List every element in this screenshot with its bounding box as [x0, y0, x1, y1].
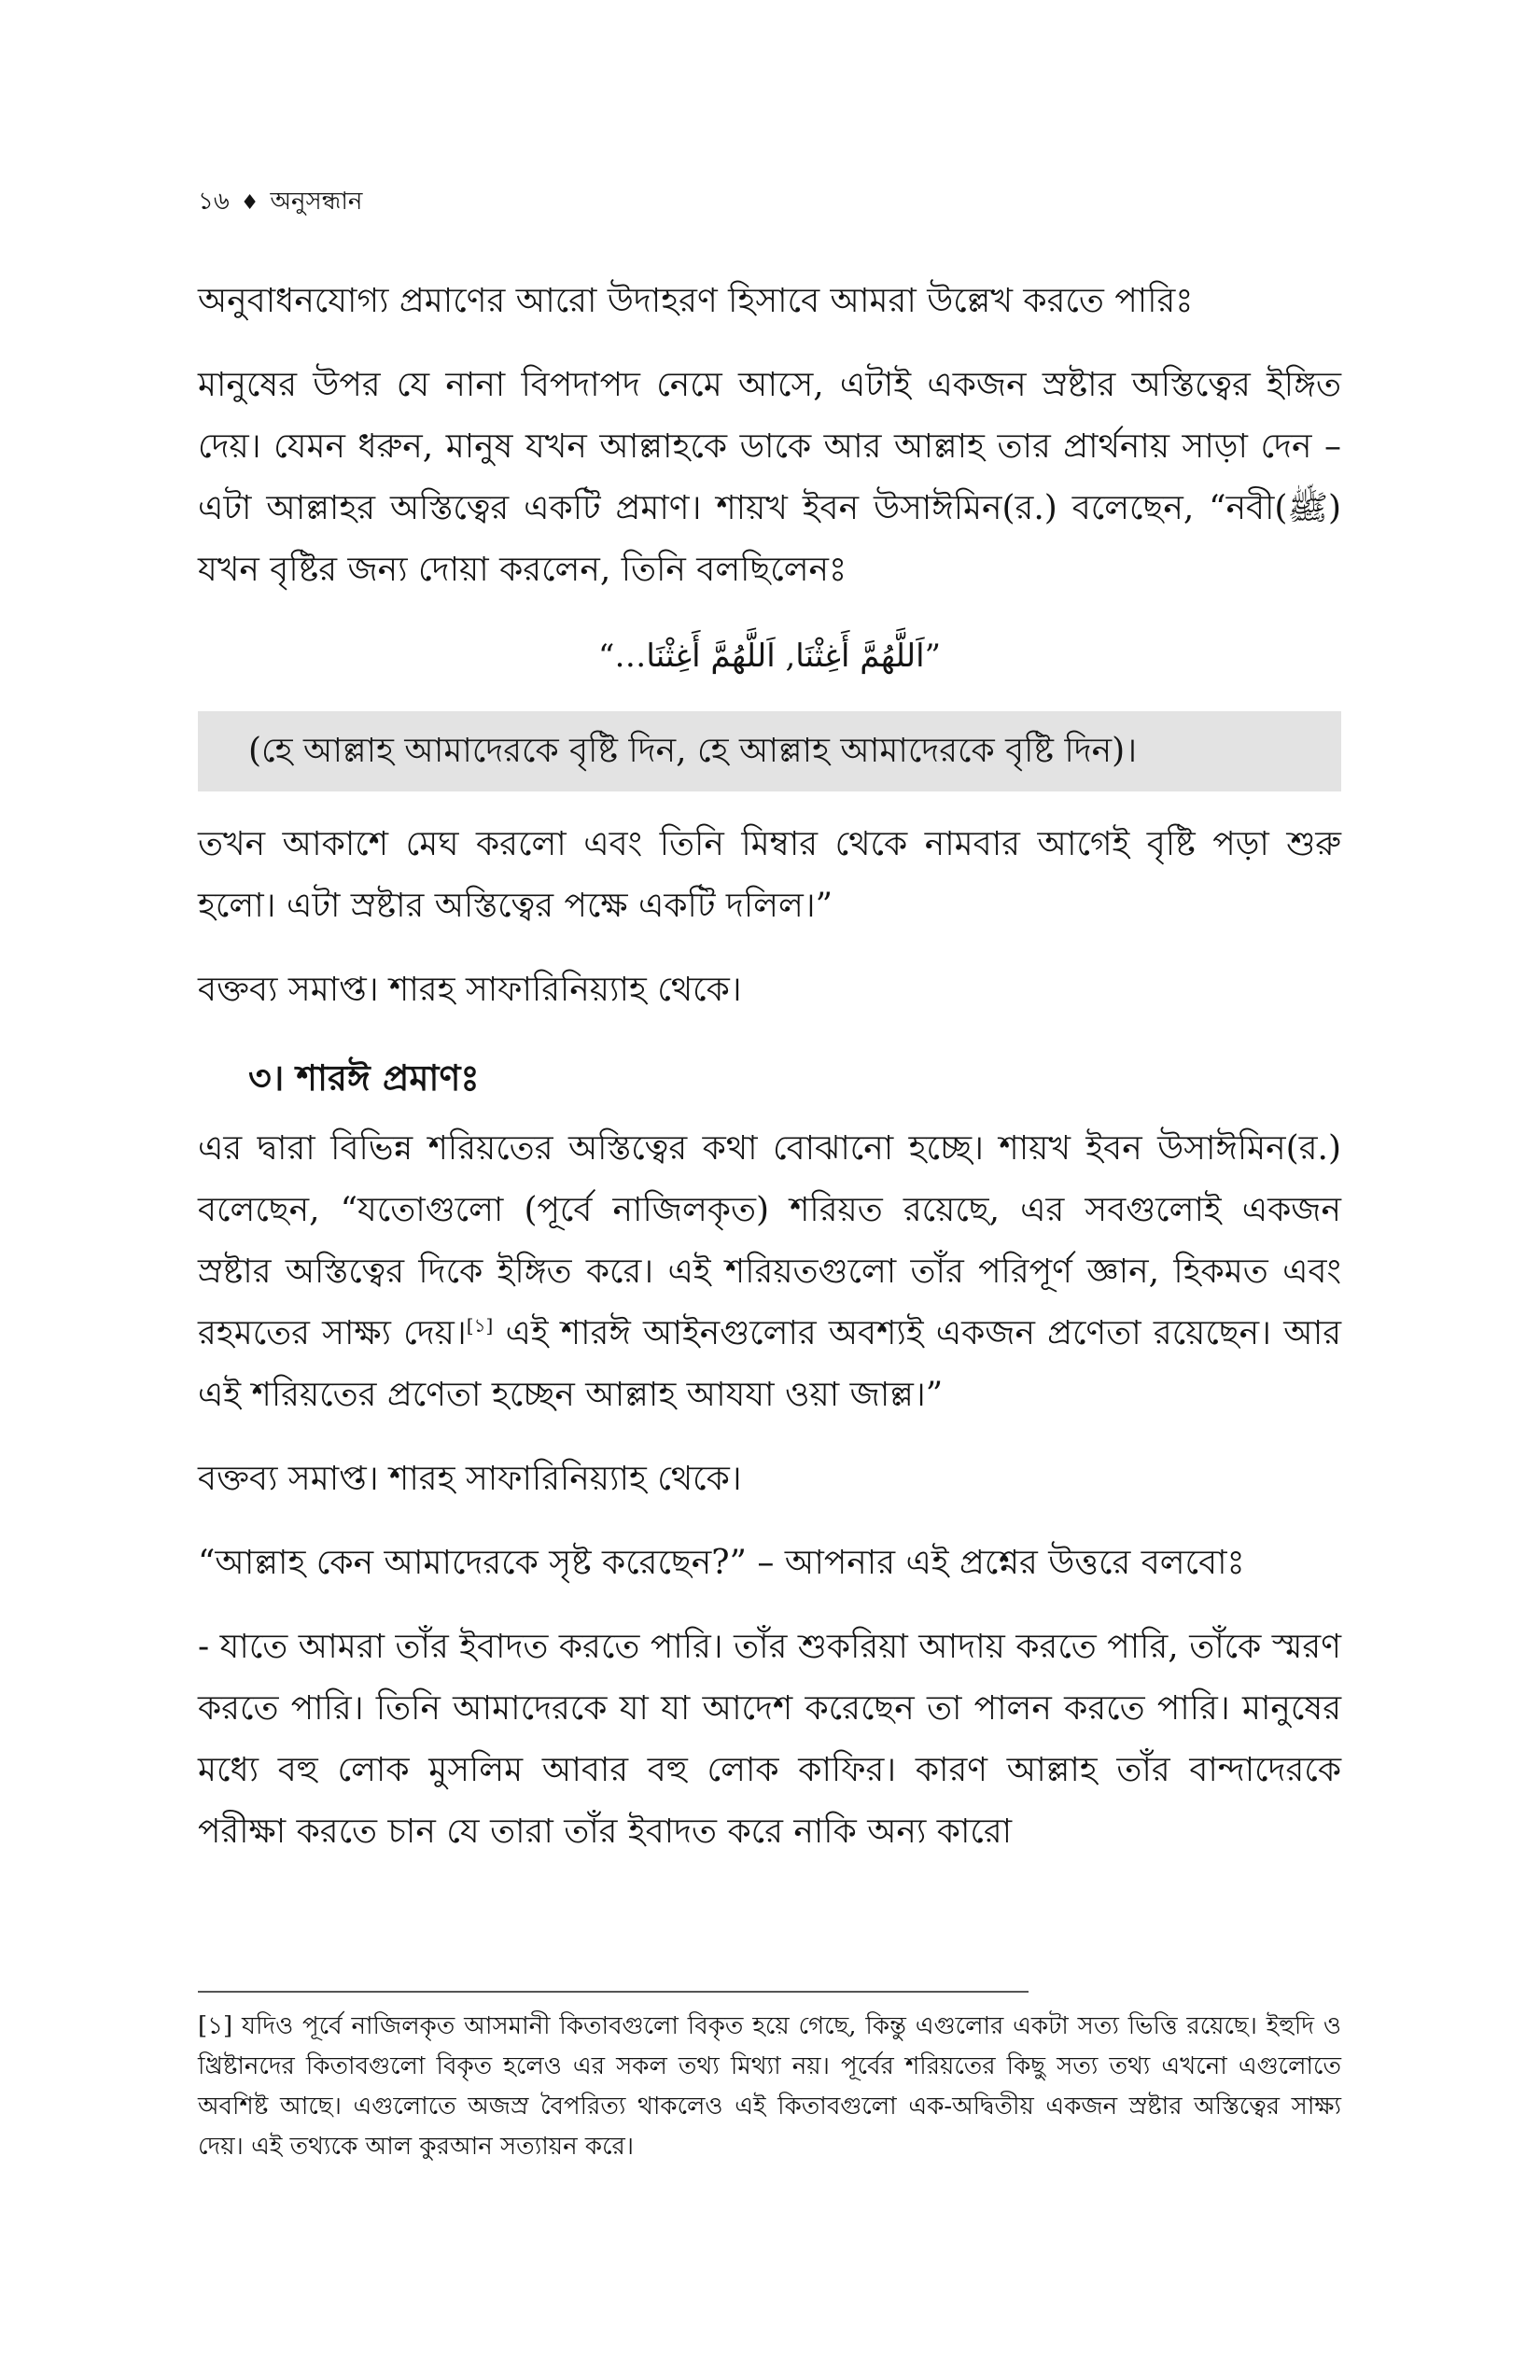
page-number: ১৬ [198, 188, 230, 216]
translation-text: (হে আল্লাহ আমাদেরকে বৃষ্টি দিন, হে আল্লাহ আমাদেরকে বৃষ্টি দিন)। [248, 732, 1138, 770]
running-header [198, 185, 362, 220]
calamity-paragraph: মানুষের উপর যে নানা বিপদাপদ নেমে আসে, এটাই একজন স্রষ্টার অস্তিত্বের ইঙ্গিত দেয়। যেমন ধরুন, মানুষ যখন আল্লাহকে ডাকে আর আল্লাহ তার প্রার্থনায় সাড়া দেন – এটা আল্লাহর অস্তিত্বের একটি প্রমাণ। শায়খ ইবন উসাঈমিন(র.) বলেছেন, “নবী(ﷺ) যখন বৃষ্টির জন্য দোয়া করলেন, তিনি বলছিলেনঃ [198, 366, 1341, 589]
section-heading: ৩। শারঈ প্রমাণঃ [248, 1057, 480, 1099]
shariah-text-part1: এর দ্বারা বিভিন্ন শরিয়তের অস্তিত্বের কথা বোঝানো হচ্ছে। শায়খ ইবন উসাঈমিন(র.) বলেছেন, “যতোগুলো (পূর্বে নাজিলকৃত) শরিয়ত রয়েছে, এর সবগুলোই একজন স্রষ্টার অস্তিত্বের দিকে ইঙ্গিত করে। এই শরিয়তগুলো তাঁর পরিপূর্ণ জ্ঞান, হিকমত এবং রহমতের সাক্ষ্য দেয়। [198, 1129, 1341, 1352]
book-page [198, 0, 1341, 2380]
shariah-paragraph [198, 1118, 1341, 1426]
rain-paragraph: তখন আকাশে মেঘ করলো এবং তিনি মিম্বার থেকে নামবার আগেই বৃষ্টি পড়া শুরু হলো। এটা স্রষ্টার অস্তিত্বের পক্ষে একটি দলিল।” [198, 825, 1341, 925]
arabic-supplication: ”اَللَّهُمَّ أَغِثْنَا, اَللَّهُمَّ أَغِثْنَا…“ [598, 637, 941, 675]
diamond-separator-icon: ♦ [240, 191, 259, 215]
footnote-reference[interactable]: [১] [466, 1314, 494, 1337]
question-paragraph: “আল্লাহ কেন আমাদেরকে সৃষ্ট করেছেন?” – আপনার এই প্রশ্নের উত্তরে বলবোঃ [198, 1544, 1245, 1582]
footnote-divider [198, 1991, 1029, 1993]
footnote [198, 2007, 1341, 2167]
translation-highlight-box [198, 711, 1341, 791]
intro-paragraph: অনুবাধনযোগ্য প্রমাণের আরো উদাহরণ হিসাবে আমরা উল্লেখ করতে পারিঃ [198, 282, 1194, 320]
citation-line: বক্তব্য সমাপ্ত। শারহ সাফারিনিয়্যাহ থেকে। [198, 971, 742, 1009]
footnote-marker: [১] [198, 2012, 233, 2040]
answer-paragraph: - যাতে আমরা তাঁর ইবাদত করতে পারি। তাঁর শুকরিয়া আদায় করতে পারি, তাঁকে স্মরণ করতে পারি। তিনি আমাদেরকে যা যা আদেশ করেছেন তা পালন করতে পারি। মানুষের মধ্যে বহু লোক মুসলিম আবার বহু লোক কাফির। কারণ আল্লাহ তাঁর বান্দাদেরকে পরীক্ষা করতে চান যে তারা তাঁর ইবাদত করে নাকি অন্য কারো [198, 1628, 1341, 1851]
book-title: অনুসন্ধান [270, 188, 363, 216]
citation-line-2: বক্তব্য সমাপ্ত। শারহ সাফারিনিয়্যাহ থেকে। [198, 1460, 742, 1498]
footnote-text: যদিও পূর্বে নাজিলকৃত আসমানী কিতাবগুলো বিকৃত হয়ে গেছে, কিন্তু এগুলোর একটা সত্য ভিত্তি রয়েছে। ইহুদি ও খ্রিষ্টানদের কিতাবগুলো বিকৃত হলেও এর সকল তথ্য মিথ্যা নয়। পূর্বের শরিয়তের কিছু সত্য তথ্য এখনো এগুলোতে অবশিষ্ট আছে। এগুলোতে অজস্র বৈপরিত্য থাকলেও এই কিতাবগুলো এক-অদ্বিতীয় একজন স্রষ্টার অস্তিত্বের সাক্ষ্য দেয়। এই তথ্যকে আল কুরআন সত্যায়ন করে। [198, 2012, 1341, 2161]
shariah-text-part2: এই শারঈ আইনগুলোর অবশ্যই একজন প্রণেতা রয়েছেন। আর এই শরিয়তের প্রণেতা হচ্ছেন আল্লাহ আযযা ওয়া জাল্ল।” [198, 1314, 1342, 1414]
main-text [198, 271, 1341, 1885]
